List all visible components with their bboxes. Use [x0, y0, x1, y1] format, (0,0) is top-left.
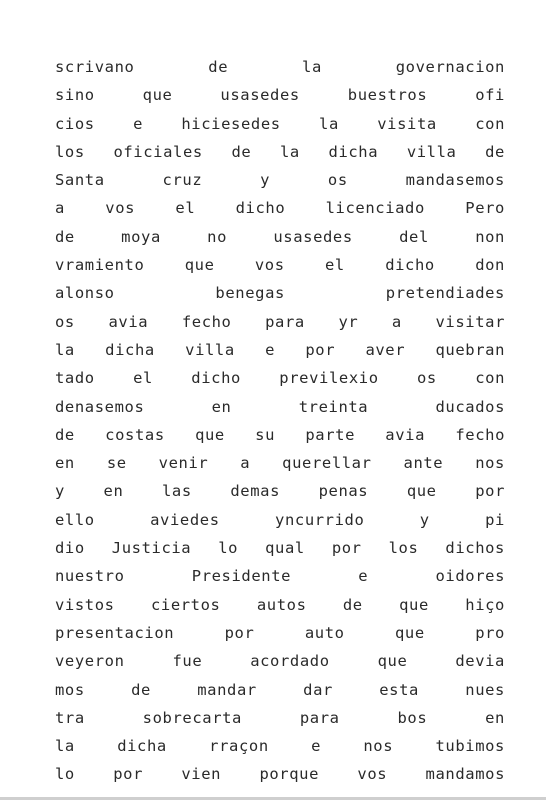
text-line-26: lo por vien porque vos mandamos	[55, 765, 505, 784]
text-line-21: presentacion por auto que pro	[55, 623, 505, 642]
text-line-3: cios e hiciesedes la visita con	[55, 114, 505, 133]
text-line-1: scrivano de la governacion	[55, 58, 505, 76]
text-line-4: los oficiales de la dicha villa de	[55, 142, 505, 161]
text-line-13: denasemos en treinta ducados	[55, 397, 505, 416]
text-line-5: Santa cruz y os mandasemos	[55, 171, 505, 190]
text-line-19: nuestro Presidente e oidores	[55, 567, 505, 586]
text-line-23: mos de mandar dar esta nues	[55, 680, 505, 699]
text-line-11: la dicha villa e por aver quebran	[55, 340, 505, 359]
text-line-22: veyeron fue acordado que devia	[55, 652, 505, 671]
text-line-24: tra sobrecarta para bos en	[55, 708, 505, 727]
text-line-7: de moya no usasedes del non	[55, 227, 505, 246]
text-line-17: ello aviedes yncurrido y pi	[55, 510, 505, 529]
text-line-8: vramiento que vos el dicho don	[55, 256, 505, 275]
text-line-14: de costas que su parte avia fecho	[55, 425, 505, 444]
transcription-text	[55, 55, 505, 791]
text-line-6: a vos el dicho licenciado Pero	[55, 199, 505, 218]
text-line-12: tado el dicho previlexio os con	[55, 369, 505, 388]
text-line-25: la dicha rraçon e nos tubimos	[55, 737, 505, 756]
text-line-9: alonso benegas pretendiades	[55, 284, 505, 303]
text-line-20: vistos ciertos autos de que hiço	[55, 595, 505, 614]
text-line-2: sino que usasedes buestros ofi	[55, 86, 505, 105]
text-line-10: os avia fecho para yr a visitar	[55, 312, 505, 331]
text-line-15: en se venir a querellar ante nos	[55, 454, 505, 473]
text-line-16: y en las demas penas que por	[55, 482, 505, 501]
text-line-18: dio Justicia lo qual por los dichos	[55, 539, 505, 558]
